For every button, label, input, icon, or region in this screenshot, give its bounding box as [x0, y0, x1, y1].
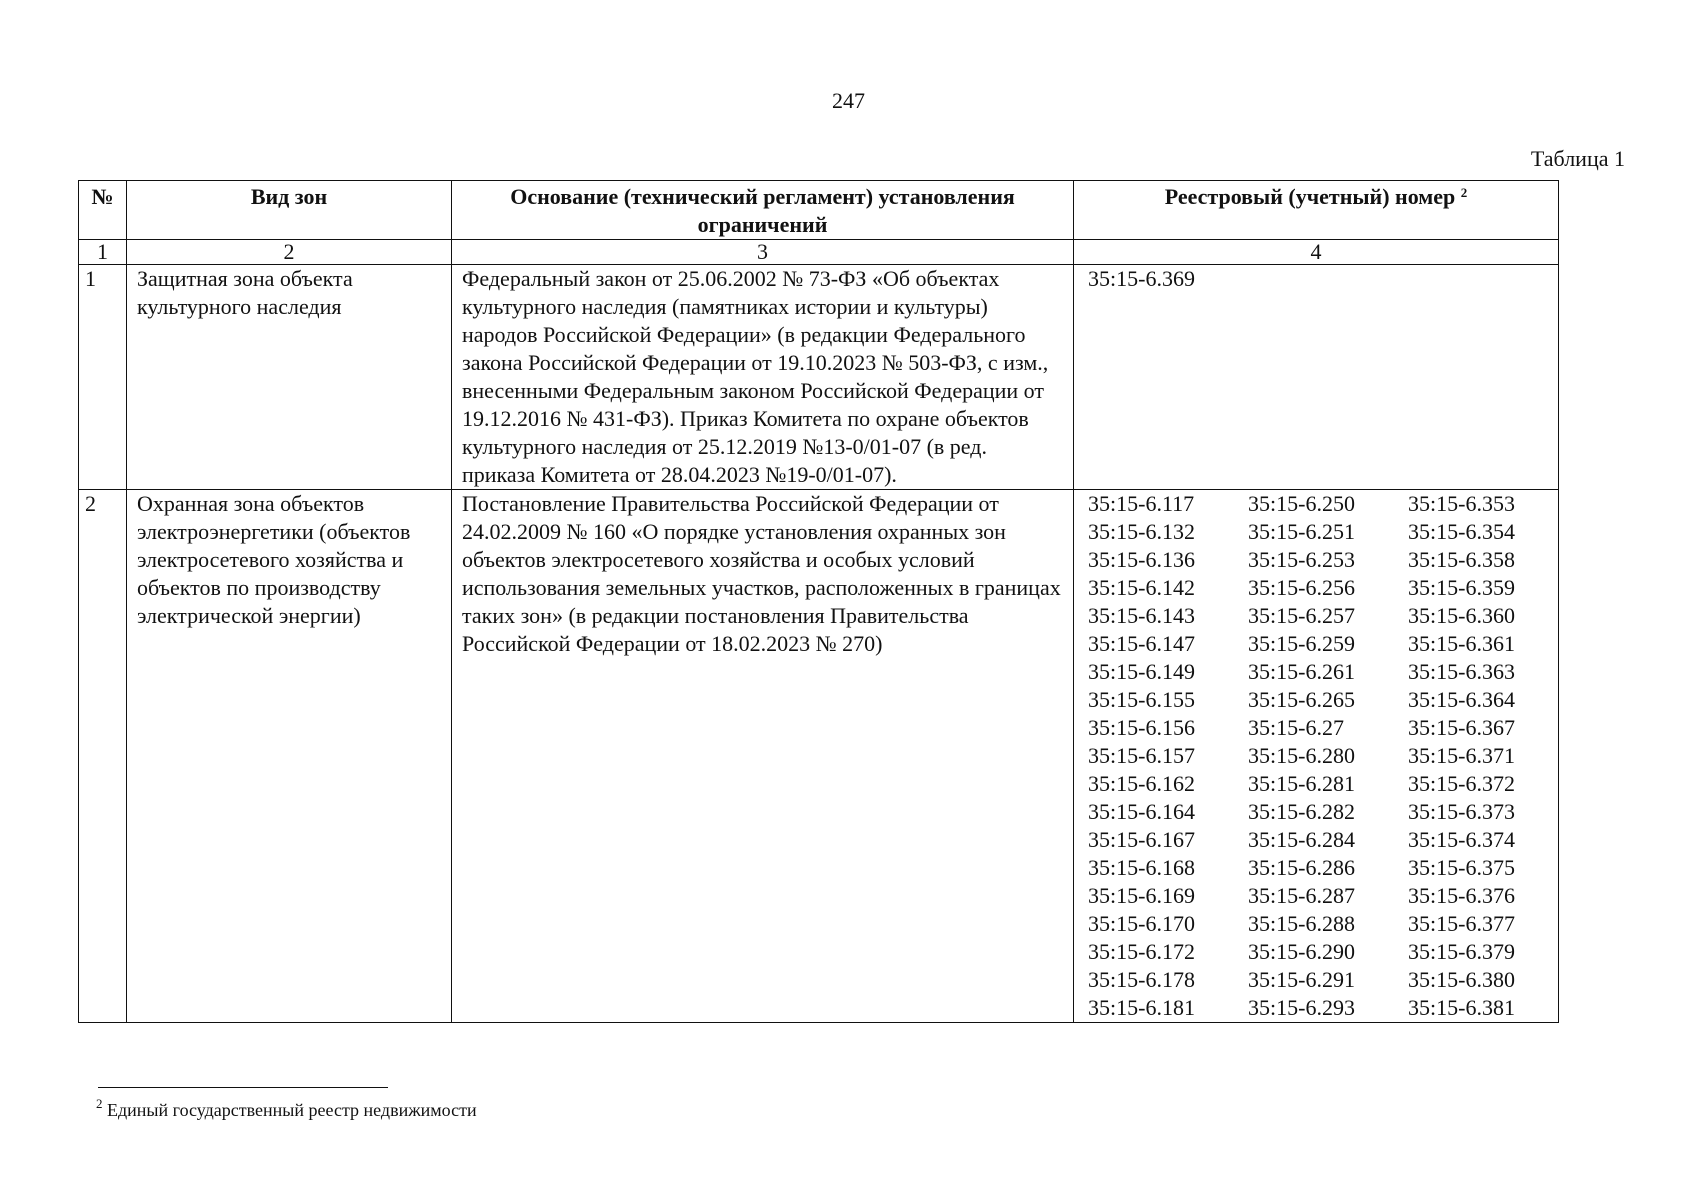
registry-number: 35:15-6.261	[1248, 659, 1355, 684]
registry-number: 35:15-6.360	[1408, 603, 1515, 628]
registry-number: 35:15-6.372	[1408, 771, 1515, 796]
registry-number: 35:15-6.162	[1088, 771, 1195, 796]
zone-type: Защитная зона объекта культурного наследия	[127, 265, 452, 490]
registry-number: 35:15-6.256	[1248, 575, 1355, 600]
footnote-mark: 2	[96, 1096, 103, 1111]
header-registry-label: Реестровый (учетный) номер	[1164, 184, 1456, 209]
registry-number: 35:15-6.369	[1088, 266, 1195, 291]
registry-number-list	[1084, 490, 1550, 1022]
registry-number: 35:15-6.361	[1408, 631, 1515, 656]
registry-number-list	[1084, 265, 1550, 293]
registry-number: 35:15-6.281	[1248, 771, 1355, 796]
footnote-reference: 2	[1460, 185, 1468, 200]
registry-number: 35:15-6.132	[1088, 519, 1195, 544]
registry-number: 35:15-6.251	[1248, 519, 1355, 544]
column-number: 3	[452, 240, 1074, 265]
registry-number: 35:15-6.27	[1248, 715, 1344, 740]
registry-number: 35:15-6.291	[1248, 967, 1355, 992]
registry-number: 35:15-6.367	[1408, 715, 1515, 740]
registry-number: 35:15-6.371	[1408, 743, 1515, 768]
row-number: 1	[79, 265, 127, 490]
registry-number: 35:15-6.142	[1088, 575, 1195, 600]
registry-number: 35:15-6.143	[1088, 603, 1195, 628]
header-zone-type: Вид зон	[127, 181, 452, 240]
registry-number: 35:15-6.363	[1408, 659, 1515, 684]
registry-number: 35:15-6.280	[1248, 743, 1355, 768]
registry-number: 35:15-6.358	[1408, 547, 1515, 572]
registry-number: 35:15-6.265	[1248, 687, 1355, 712]
registry-number: 35:15-6.287	[1248, 883, 1355, 908]
registry-number: 35:15-6.282	[1248, 799, 1355, 824]
registry-number: 35:15-6.377	[1408, 911, 1515, 936]
registry-number: 35:15-6.293	[1248, 995, 1355, 1020]
registry-number: 35:15-6.172	[1088, 939, 1195, 964]
registry-number: 35:15-6.290	[1248, 939, 1355, 964]
registry-number: 35:15-6.253	[1248, 547, 1355, 572]
registry-number: 35:15-6.353	[1408, 491, 1515, 516]
registry-number: 35:15-6.354	[1408, 519, 1515, 544]
registry-number: 35:15-6.284	[1248, 827, 1355, 852]
registry-number: 35:15-6.288	[1248, 911, 1355, 936]
registry-number: 35:15-6.380	[1408, 967, 1515, 992]
registry-number: 35:15-6.381	[1408, 995, 1515, 1020]
registry-number: 35:15-6.376	[1408, 883, 1515, 908]
registry-number: 35:15-6.286	[1248, 855, 1355, 880]
registry-number: 35:15-6.168	[1088, 855, 1195, 880]
registry-number: 35:15-6.156	[1088, 715, 1195, 740]
table-header-row	[79, 181, 1559, 240]
registry-number: 35:15-6.257	[1248, 603, 1355, 628]
registry-number: 35:15-6.157	[1088, 743, 1195, 768]
footnote	[96, 1096, 477, 1121]
registry-table	[78, 180, 1559, 1023]
registry-number: 35:15-6.178	[1088, 967, 1195, 992]
table-row	[79, 265, 1559, 490]
header-basis: Основание (технический регламент) установления ограничений	[452, 181, 1074, 240]
registry-number: 35:15-6.364	[1408, 687, 1515, 712]
registry-number: 35:15-6.250	[1248, 491, 1355, 516]
column-number: 4	[1074, 240, 1559, 265]
registry-number: 35:15-6.155	[1088, 687, 1195, 712]
registry-number: 35:15-6.359	[1408, 575, 1515, 600]
registry-numbers	[1074, 490, 1559, 1023]
registry-number: 35:15-6.374	[1408, 827, 1515, 852]
page-number: 247	[832, 88, 865, 113]
registry-number: 35:15-6.147	[1088, 631, 1195, 656]
registry-number: 35:15-6.375	[1408, 855, 1515, 880]
footnote-divider	[98, 1087, 388, 1088]
registry-number: 35:15-6.169	[1088, 883, 1195, 908]
registry-number: 35:15-6.373	[1408, 799, 1515, 824]
column-number: 2	[127, 240, 452, 265]
footnote-text: Единый государственный реестр недвижимости	[107, 1100, 477, 1120]
column-number-row	[79, 240, 1559, 265]
registry-number: 35:15-6.117	[1088, 491, 1195, 516]
table-label: Таблица 1	[1530, 146, 1625, 171]
row-number: 2	[79, 490, 127, 1023]
registry-number: 35:15-6.149	[1088, 659, 1195, 684]
header-num: №	[79, 181, 127, 240]
registry-numbers	[1074, 265, 1559, 490]
registry-number: 35:15-6.379	[1408, 939, 1515, 964]
table-row	[79, 490, 1559, 1023]
registry-number: 35:15-6.136	[1088, 547, 1195, 572]
header-registry	[1074, 181, 1559, 240]
column-number: 1	[79, 240, 127, 265]
zone-type: Охранная зона объектов электроэнергетики (объектов электросетевого хозяйства и объектов по производству электрической энергии)	[127, 490, 452, 1023]
basis-text: Федеральный закон от 25.06.2002 № 73-ФЗ «Об объектах культурного наследия (памятниках истории и культуры) народов Российской Федерации» (в редакции Федерального закона Российской Федерации от 19.10.2023 № 503-ФЗ, с изм., внесенными Федеральным законом Российской Федерации от 19.12.2016 № 431-ФЗ). Приказ Комитета по охране объектов культурного наследия от 25.12.2019 №13-0/01-07 (в ред. приказа Комитета от 28.04.2023 №19-0/01-07).	[452, 265, 1074, 490]
registry-number: 35:15-6.167	[1088, 827, 1195, 852]
basis-text: Постановление Правительства Российской Федерации от 24.02.2009 № 160 «О порядке установления охранных зон объектов электросетевого хозяйства и особых условий использования земельных участков, расположенных в границах таких зон» (в редакции постановления Правительства Российской Федерации от 18.02.2023 № 270)	[452, 490, 1074, 1023]
registry-number: 35:15-6.259	[1248, 631, 1355, 656]
registry-number: 35:15-6.170	[1088, 911, 1195, 936]
registry-number: 35:15-6.164	[1088, 799, 1195, 824]
registry-number: 35:15-6.181	[1088, 995, 1195, 1020]
